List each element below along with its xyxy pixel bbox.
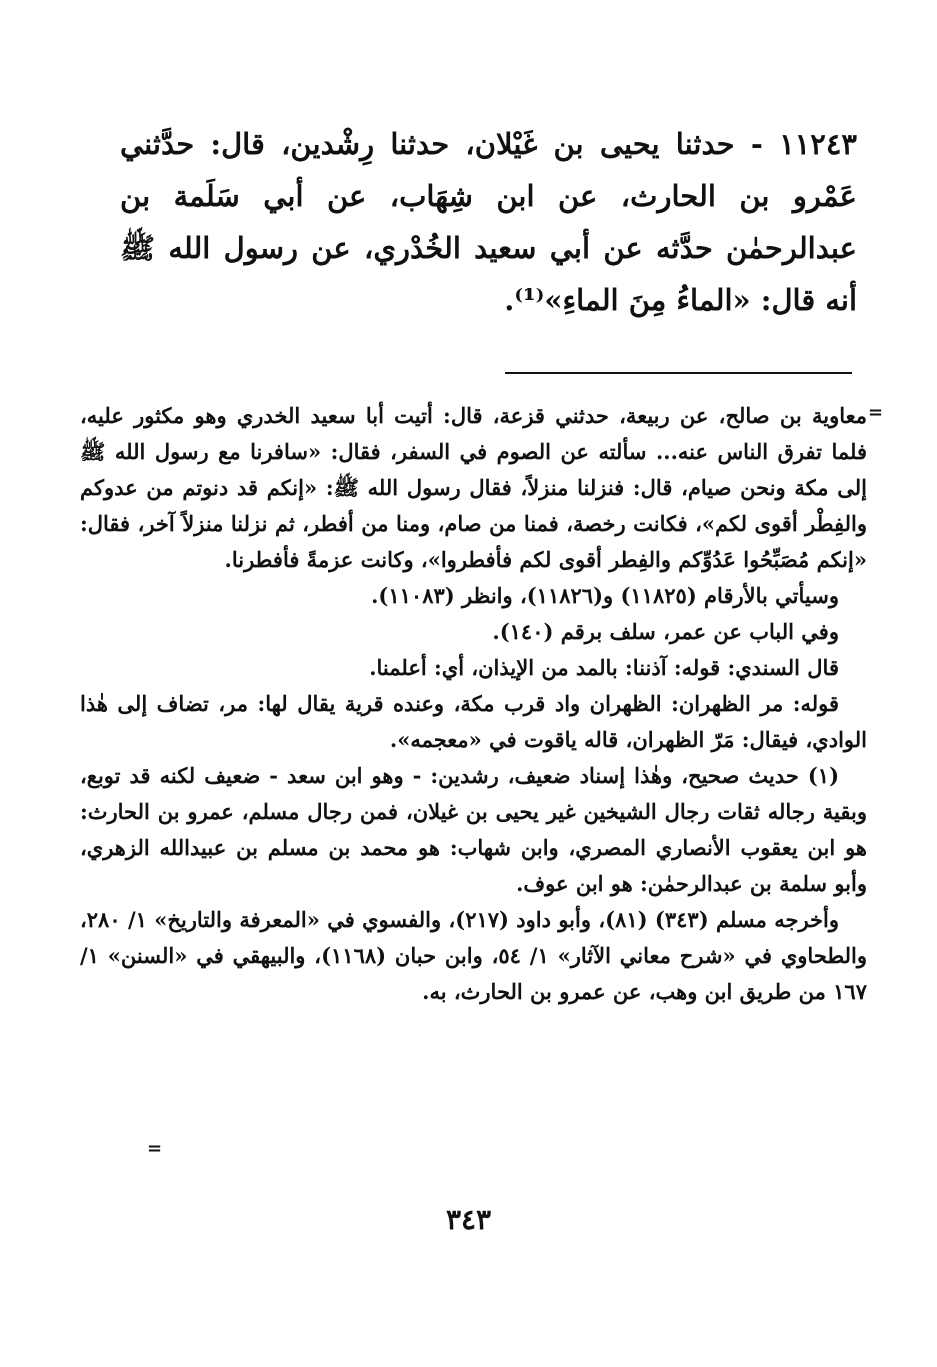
continuation-mark-top: =	[868, 402, 884, 423]
footnote-place-note: قوله: مر الظهران: الظهران واد قرب مكة، وعنده قرية يقال لها: مر، تضاف إلى هٰذا الوادي، فيقال: مَرّ الظهران، قاله ياقوت في «معجمه».	[80, 691, 867, 752]
hadith-text: ١١٢٤٣ - حدثنا يحيى بن غَيْلان، حدثنا رِشْدين، قال: حدَّثني عَمْرو بن الحارث، عن ابن شِهَاب، عن أبي سَلَمة بن عبدالرحمٰن حدَّثه عن أبي سعيد الخُدْري، عن رسول الله ﷺ أنه قال: «الماءُ مِنَ الماءِ»⁽¹⁾.	[120, 127, 857, 317]
footnotes	[80, 398, 867, 1010]
footnote-chapter-reference: وفي الباب عن عمر، سلف برقم (١٤٠).	[492, 619, 839, 644]
footnote-1-sources: وأخرجه مسلم (٣٤٣) (٨١)، وأبو داود (٢١٧)، والفسوي في «المعرفة والتاريخ» ١/ ٢٨٠، والطحاوي في «شرح معاني الآثار» ١/ ٥٤، وابن حبان (١١٦٨)، والبيهقي في «السنن» ١/ ١٦٧ من طريق ابن وهب، عن عمرو بن الحارث، به.	[80, 907, 867, 1004]
footnote-sindi-note: قال السندي: قوله: آذننا: بالمد من الإيذان، أي: أعلمنا.	[369, 655, 839, 680]
footnote-1-grading: (١) حديث صحيح، وهٰذا إسناد ضعيف، رشدين: - وهو ابن سعد - ضعيف لكنه قد توبع، وبقية رجاله ثقات رجال الشيخين غير يحيى بن غيلان، فمن رجال مسلم، عمرو بن الحارث: هو ابن يعقوب الأنصاري المصري، وابن شهاب: هو محمد بن مسلم بن عبيدالله الزهري، وأبو سلمة بن عبدالرحمٰن: هو ابن عوف.	[80, 763, 867, 896]
footnote-cross-reference: وسيأتي بالأرقام (١١٨٢٥) و(١١٨٢٦)، وانظر (١١٠٨٣).	[371, 583, 839, 608]
continuation-mark-bottom: =	[147, 1138, 163, 1159]
footnote-separator	[505, 372, 852, 374]
footnote-continuation: معاوية بن صالح، عن ربيعة، حدثني قزعة، قال: أتيت أبا سعيد الخدري وهو مكثور عليه، فلما تفرق الناس عنه... سألته عن الصوم في السفر، فقال: «سافرنا مع رسول الله ﷺ إلى مكة ونحن صيام، قال: فنزلنا منزلاً، فقال رسول الله ﷺ: «إنكم قد دنوتم من عدوكم والفِطْر أقوى لكم»، فكانت رخصة، فمنا من صام، ومنا من أفطر، ثم نزلنا منزلاً آخر، فقال: «إنكم مُصَبِّحُوا عَدُوِّكم والفِطر أقوى لكم فأفطروا»، وكانت عزمةً فأفطرنا.	[80, 403, 868, 572]
page-number: ٣٤٣	[445, 1203, 492, 1236]
